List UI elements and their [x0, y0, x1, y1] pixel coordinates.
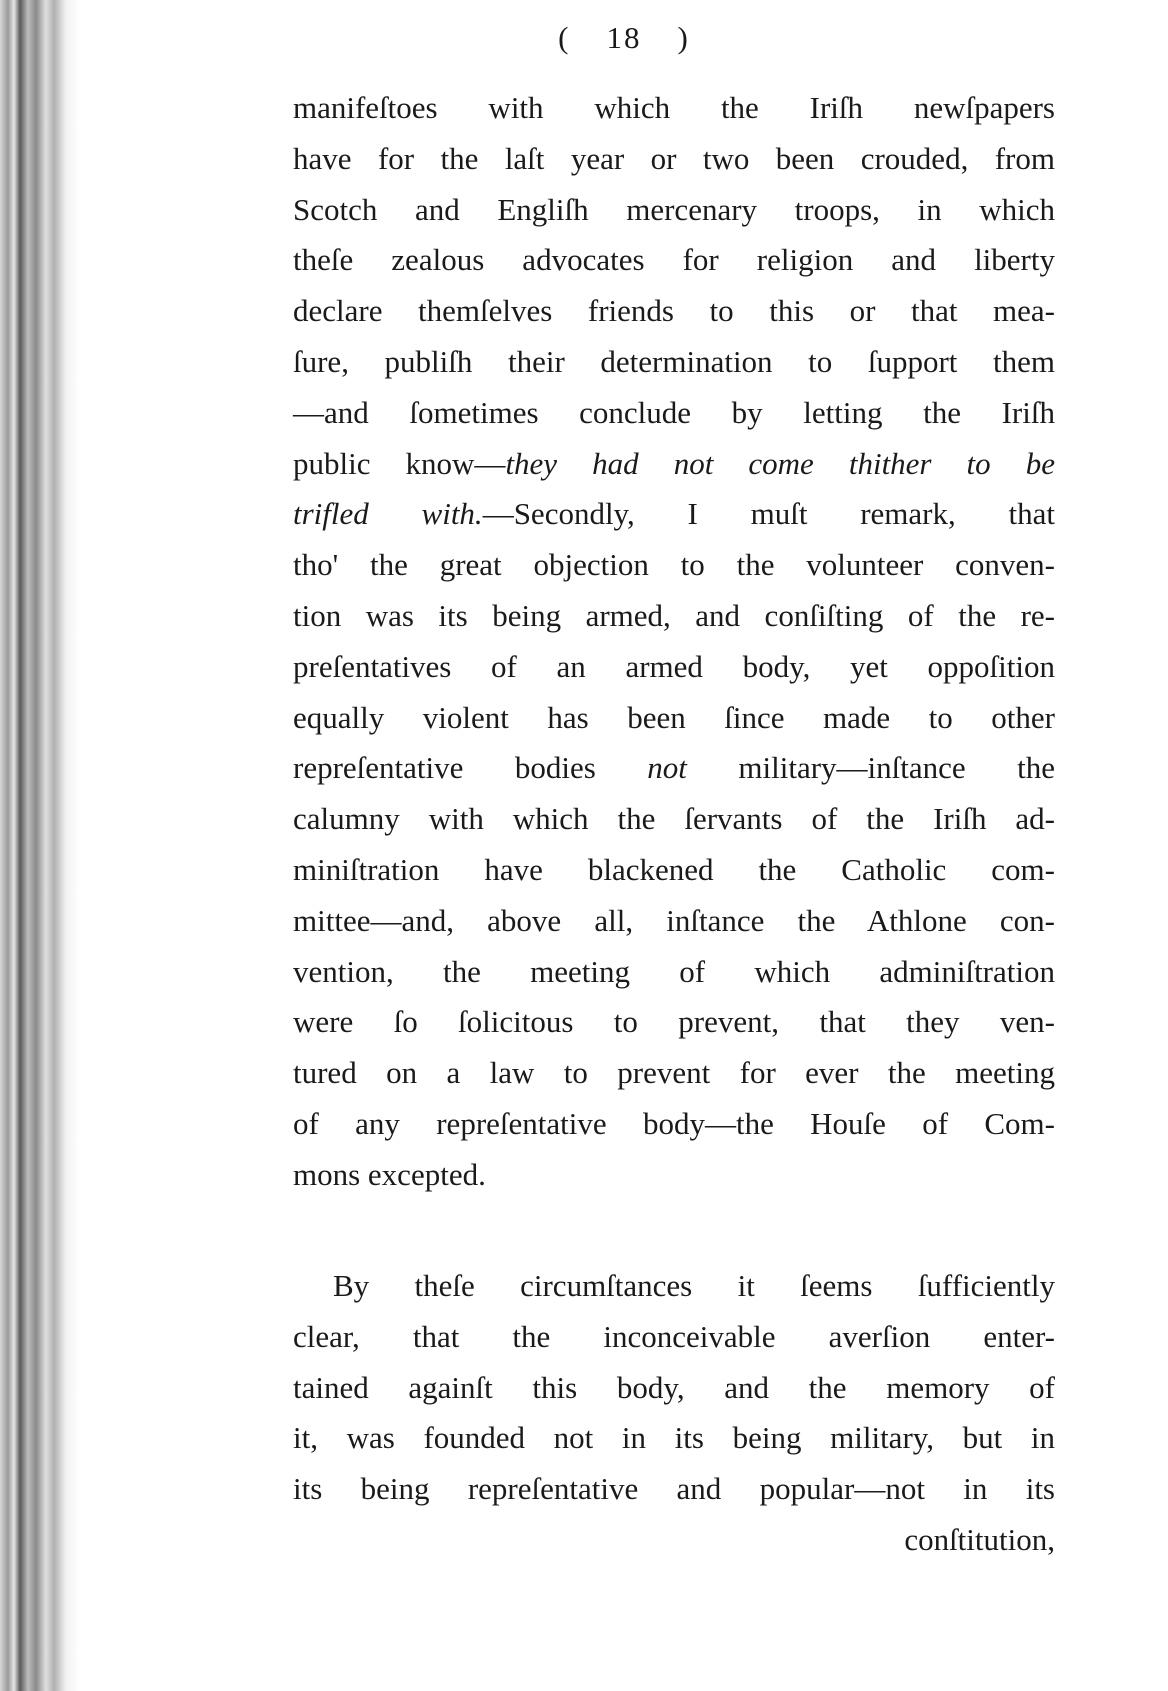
text-line: tained againſt this body, and the memory of	[293, 1369, 1055, 1405]
text-line: calumny with which the ſervants of the Iriſh ad-	[293, 801, 1055, 837]
text-line: equally violent has been ſince made to other	[293, 699, 1055, 735]
text-line: —and ſometimes conclude by letting the Iriſh	[293, 394, 1055, 430]
text-segment: public know—	[293, 445, 506, 481]
text-line: vention, the meeting of which adminiſtration	[293, 953, 1055, 989]
text-line: Scotch and Engliſh mercenary troops, in which	[293, 191, 1055, 227]
text-line: tured on a law to prevent for ever the meeting	[293, 1055, 1055, 1091]
text-line: have for the laſt year or two been crouded, from	[293, 140, 1055, 176]
text-line	[293, 748, 1055, 788]
text-segment: repreſentative bodies	[293, 750, 648, 786]
italic-text: trifled with.	[293, 496, 483, 532]
text-line: it, was founded not in its being military, but in	[293, 1420, 1055, 1456]
text-line: its being repreſentative and popular—not in its	[293, 1471, 1055, 1507]
page-number: ( 18 )	[558, 20, 690, 55]
book-binding-edge	[0, 0, 80, 1691]
text-line: mons excepted.	[293, 1156, 486, 1192]
text-line: theſe zealous advocates for religion and liberty	[293, 242, 1055, 278]
text-line: were ſo ſolicitous to prevent, that they ven-	[293, 1004, 1055, 1040]
text-line: clear, that the inconceivable averſion enter-	[293, 1318, 1055, 1354]
italic-text: they had not come thither to be	[505, 445, 1055, 481]
text-line: preſentatives of an armed body, yet oppoſition	[293, 648, 1055, 684]
text-segment: military—inſtance the	[686, 750, 1055, 786]
text-line: miniſtration have blackened the Catholic com-	[293, 852, 1055, 887]
text-line: of any repreſentative body—the Houſe of Com-	[293, 1106, 1055, 1141]
text-line: tho' the great objection to the volunteer conven-	[293, 547, 1055, 583]
text-line: tion was its being armed, and conſiſting of the re-	[293, 598, 1055, 633]
italic-text: not	[647, 750, 687, 786]
text-line: ſure, publiſh their determination to ſupport them	[293, 344, 1055, 379]
text-line	[293, 444, 1055, 484]
text-segment: —Secondly, I muſt remark, that	[482, 496, 1055, 532]
text-line	[293, 494, 1055, 534]
text-line: declare themſelves friends to this or that mea-	[293, 293, 1055, 329]
text-line: conſtitution,	[904, 1522, 1055, 1557]
text-line: By theſe circumſtances it ſeems ſufficiently	[333, 1268, 1055, 1303]
text-line: mittee—and, above all, inſtance the Athlone con-	[293, 902, 1055, 938]
text-line: manifeſtoes with which the Iriſh newſpapers	[293, 90, 1055, 125]
